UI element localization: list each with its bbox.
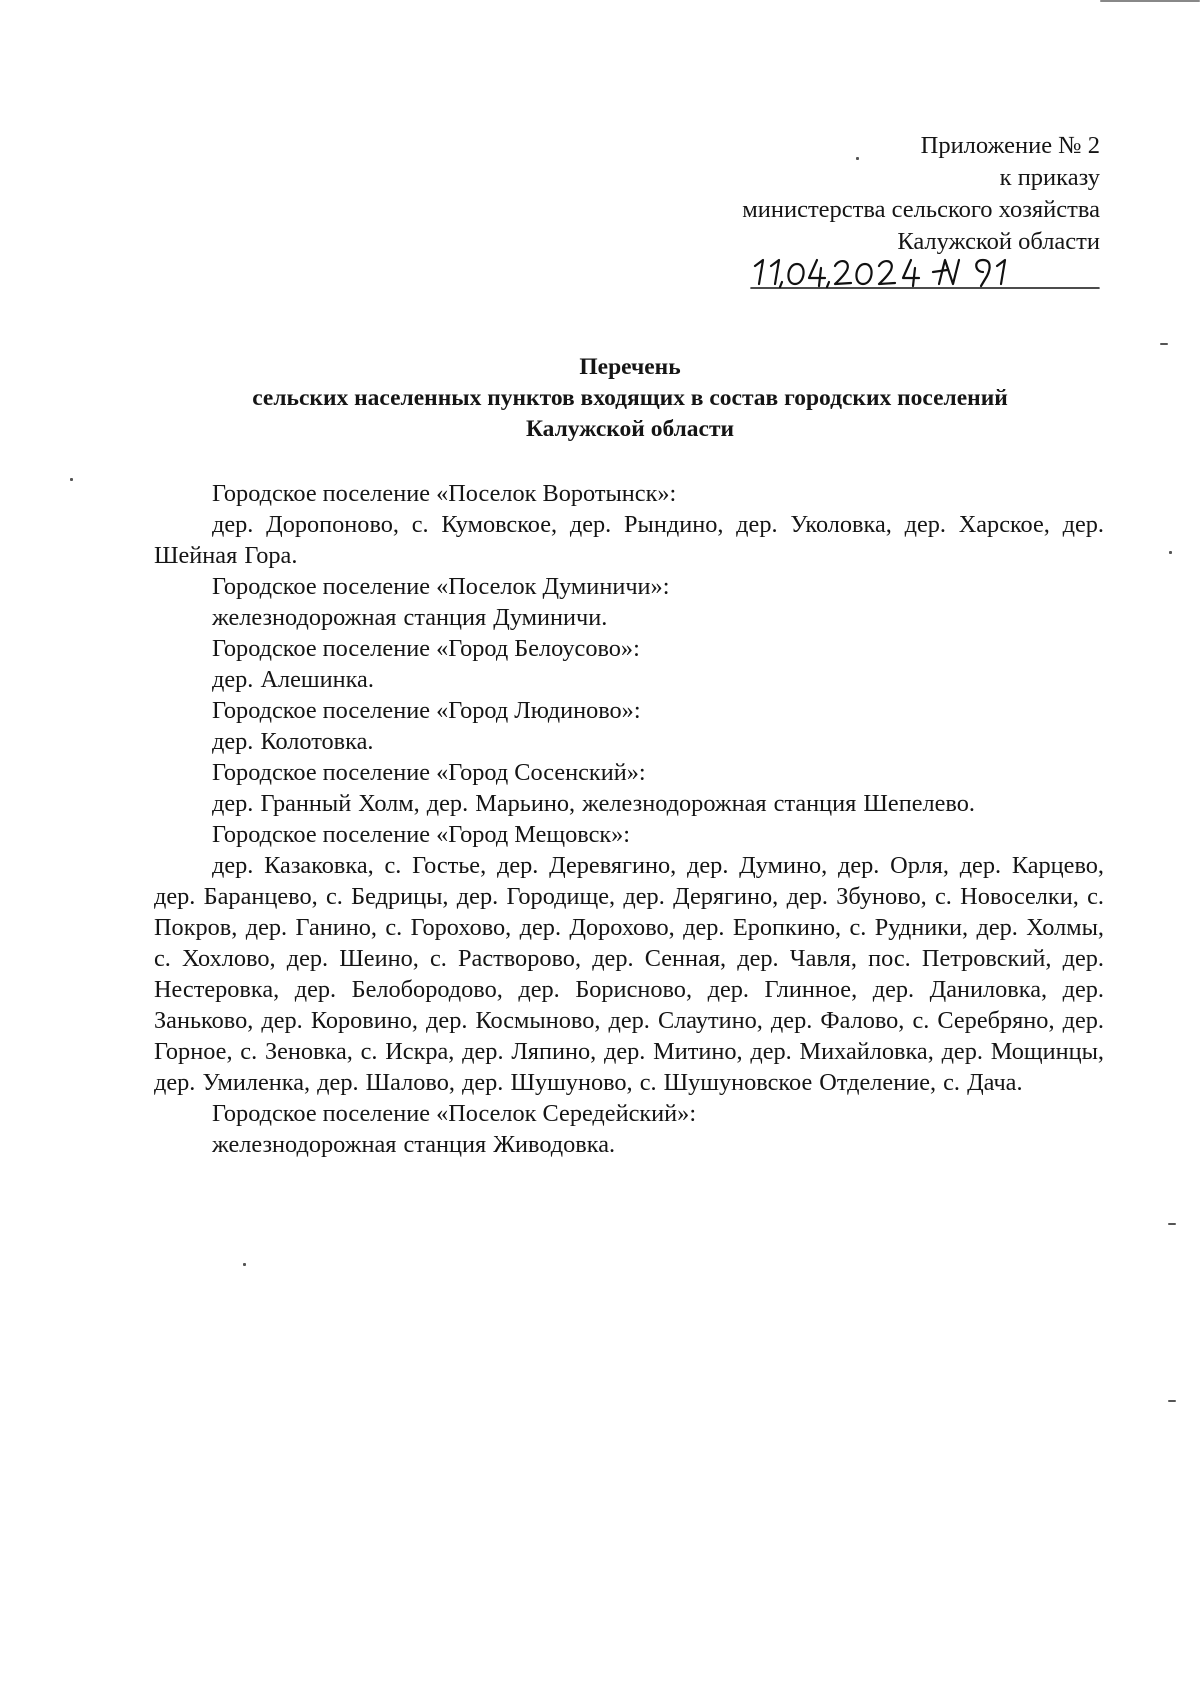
document-title xyxy=(160,352,1100,445)
section-heading: Городское поселение «Город Белоусово»: xyxy=(212,635,640,662)
title-line-1: Перечень xyxy=(579,354,681,380)
scan-speck xyxy=(1168,1223,1176,1225)
section-list: дер. Колотовка. xyxy=(212,728,374,755)
section-list: железнодорожная станция Живодовка. xyxy=(212,1131,616,1158)
section-heading: Городское поселение «Поселок Воротынск»: xyxy=(212,480,677,507)
section-list: дер. Доропоново, с. Кумовское, дер. Рындино, дер. Уколовка, дер. Харское, дер. Шейная Гора. xyxy=(154,511,1104,569)
section-list: дер. Алешинка. xyxy=(212,666,374,693)
title-line-3: Калужской области xyxy=(525,416,735,442)
scan-speck xyxy=(70,478,73,481)
appendix-number: Приложение № 2 xyxy=(920,132,1100,159)
handwritten-date-signature xyxy=(747,252,1102,292)
scan-speck xyxy=(1160,343,1168,345)
scan-speck xyxy=(1168,1400,1176,1402)
section-list: железнодорожная станция Думиничи. xyxy=(212,604,608,631)
section-heading: Городское поселение «Поселок Середейский»: xyxy=(212,1100,697,1127)
appendix-header xyxy=(580,130,1100,258)
appendix-ministry: министерства сельского хозяйства xyxy=(742,196,1100,223)
section-heading: Городское поселение «Город Мещовск»: xyxy=(212,821,631,848)
scan-speck xyxy=(243,1263,246,1266)
section-heading: Городское поселение «Город Людиново»: xyxy=(212,697,641,724)
appendix-order-ref: к приказу xyxy=(999,164,1100,191)
title-line-2: сельских населенных пунктов входящих в состав городских поселений xyxy=(252,385,1008,411)
section-list: дер. Гранный Холм, дер. Марьино, железнодорожная станция Шепелево. xyxy=(212,790,975,817)
appendix-region: Калужской области xyxy=(897,228,1100,255)
scan-speck xyxy=(1100,0,1200,2)
scan-speck xyxy=(856,157,859,160)
section-heading: Городское поселение «Город Сосенский»: xyxy=(212,759,646,786)
section-list: дер. Казаковка, с. Гостье, дер. Деревягино, дер. Думино, дер. Орля, дер. Карцево, дер. Баранцево, с. Бедрицы, дер. Городище, дер. Дерягино, дер. Збуново, с. Новоселки, с. Покров, дер. Ганино, с. Горохово, дер. Дорохово, дер. Еропкино, с. Рудники, дер. Холмы, с. Хохлово, дер. Шеино, с. Растворово, дер. Сенная, дер. Чавля, пос. Петровский, дер. Нестеровка, дер. Белобородово, дер. Борисново, дер. Глинное, дер. Даниловка, дер. Заньково, дер. Коровино, дер. Космыново, дер. Слаутино, дер. Фалово, с. Серебряно, дер. Горное, с. Зеновка, с. Искра, дер. Ляпино, дер. Митино, дер. Михайловка, дер. Мощинцы, дер. Умиленка, дер. Шалово, дер. Шушуново, с. Шушуновское Отделение, с. Дача. xyxy=(154,852,1104,1096)
section-heading: Городское поселение «Поселок Думиничи»: xyxy=(212,573,670,600)
scan-speck xyxy=(1169,551,1172,554)
document-body xyxy=(154,478,1104,1160)
